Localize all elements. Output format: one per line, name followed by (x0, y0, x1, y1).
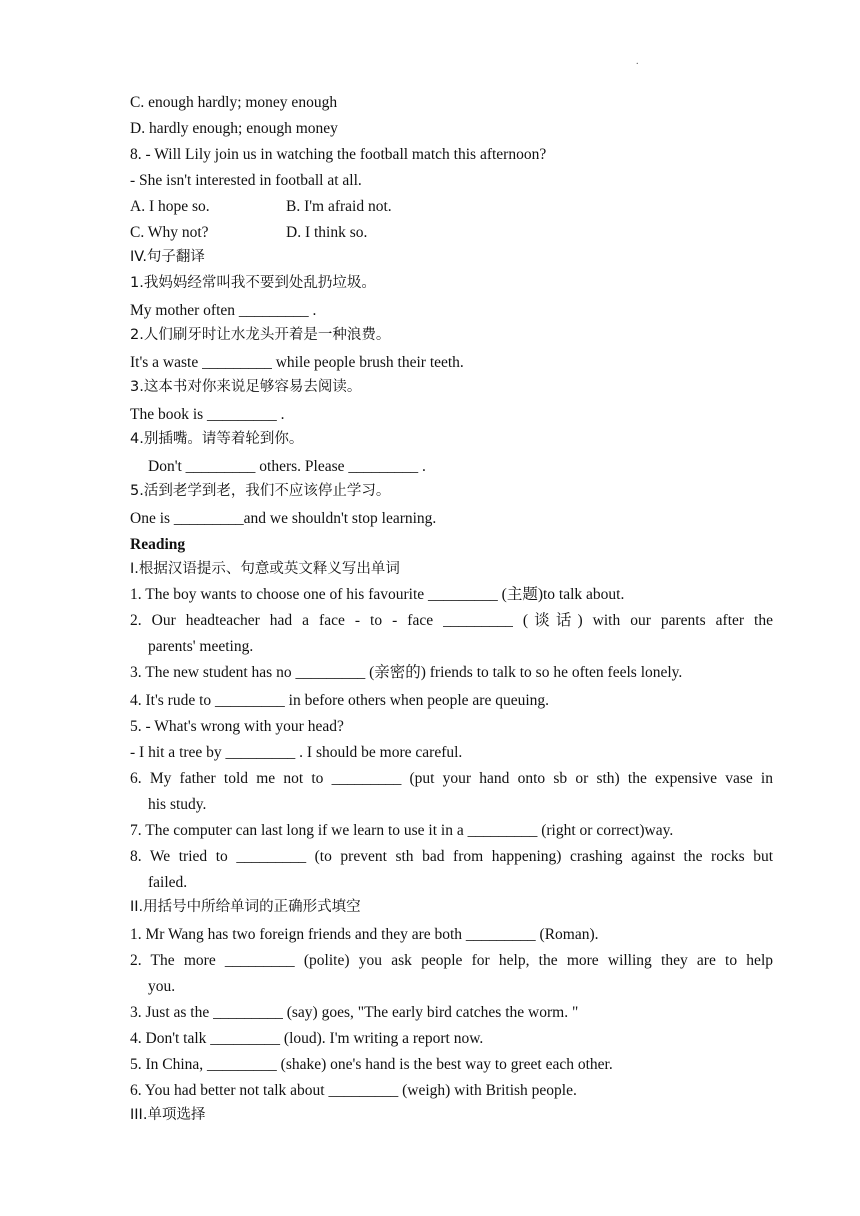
word-item-5-reply: - I hit a tree by _________ . I should be more careful. (130, 744, 463, 761)
translation-1-english: My mother often _________ . (130, 302, 317, 319)
reading-heading: Reading (130, 536, 186, 553)
question-8-reply: - She isn't interested in football at all. (130, 172, 362, 189)
option-a-q8: A. I hope so. (130, 198, 210, 215)
word-item-2: 2. Our headteacher had a face - to - face _________ (谈话) with our parents after the (130, 612, 773, 629)
word-item-8: 8. We tried to _________ (to prevent sth bad from happening) crashing against the rocks but (130, 848, 773, 865)
option-d-q7: D. hardly enough; enough money (130, 120, 338, 137)
translation-5-english: One is _________and we shouldn't stop learning. (130, 510, 437, 527)
translation-1-chinese: 1.我妈妈经常叫我不要到处乱扔垃圾。 (130, 275, 376, 291)
word-item-1: 1. The boy wants to choose one of his favourite _________ (主题)to talk about. (130, 586, 625, 603)
word-item-7: 7. The computer can last long if we learn to use it in a _________ (right or correct)way. (130, 822, 674, 839)
section-heading-ii: II.用括号中所给单词的正确形式填空 (130, 899, 361, 915)
section-heading-i: I.根据汉语提示、句意或英文释义写出单词 (130, 561, 400, 577)
word-item-6-cont: his study. (148, 796, 207, 813)
form-item-2: 2. The more _________ (polite) you ask people for help, the more willing they are to help (130, 952, 773, 969)
option-b-q8: B. I'm afraid not. (286, 198, 392, 215)
translation-3-english: The book is _________ . (130, 406, 285, 423)
translation-4-english: Don't _________ others. Please _________ . (148, 458, 426, 475)
form-item-5: 5. In China, _________ (shake) one's hand is the best way to greet each other. (130, 1056, 613, 1073)
question-8: 8. - Will Lily join us in watching the football match this afternoon? (130, 146, 547, 163)
word-item-2-cont: parents' meeting. (148, 638, 254, 655)
form-item-6: 6. You had better not talk about _________ (weigh) with British people. (130, 1082, 577, 1099)
word-item-3: 3. The new student has no _________ (亲密的) friends to talk to so he often feels lonely. (130, 664, 683, 681)
option-d-q8: D. I think so. (286, 224, 368, 241)
word-item-4: 4. It's rude to _________ in before others when people are queuing. (130, 692, 550, 709)
word-item-6: 6. My father told me not to _________ (put your hand onto sb or sth) the expensive vase in (130, 770, 773, 787)
translation-4-chinese: 4.别插嘴。请等着轮到你。 (130, 431, 304, 447)
word-item-8-cont: failed. (148, 874, 188, 891)
option-c-q8: C. Why not? (130, 224, 209, 241)
translation-2-chinese: 2.人们刷牙时让水龙头开着是一种浪费。 (130, 327, 391, 343)
header-mark: . (636, 56, 639, 67)
form-item-2-cont: you. (148, 978, 176, 995)
form-item-4: 4. Don't talk _________ (loud). I'm writing a report now. (130, 1030, 484, 1047)
section-heading-iv: IV.句子翻译 (130, 249, 205, 265)
form-item-3: 3. Just as the _________ (say) goes, "The early bird catches the worm. " (130, 1004, 579, 1021)
translation-5-chinese: 5.活到老学到老，我们不应该停止学习。 (130, 483, 391, 499)
translation-2-english: It's a waste _________ while people brush their teeth. (130, 354, 464, 371)
section-heading-iii: III.单项选择 (130, 1107, 206, 1123)
form-item-1: 1. Mr Wang has two foreign friends and they are both _________ (Roman). (130, 926, 599, 943)
translation-3-chinese: 3.这本书对你来说足够容易去阅读。 (130, 379, 362, 395)
option-c-q7: C. enough hardly; money enough (130, 94, 338, 111)
word-item-5: 5. - What's wrong with your head? (130, 718, 344, 735)
